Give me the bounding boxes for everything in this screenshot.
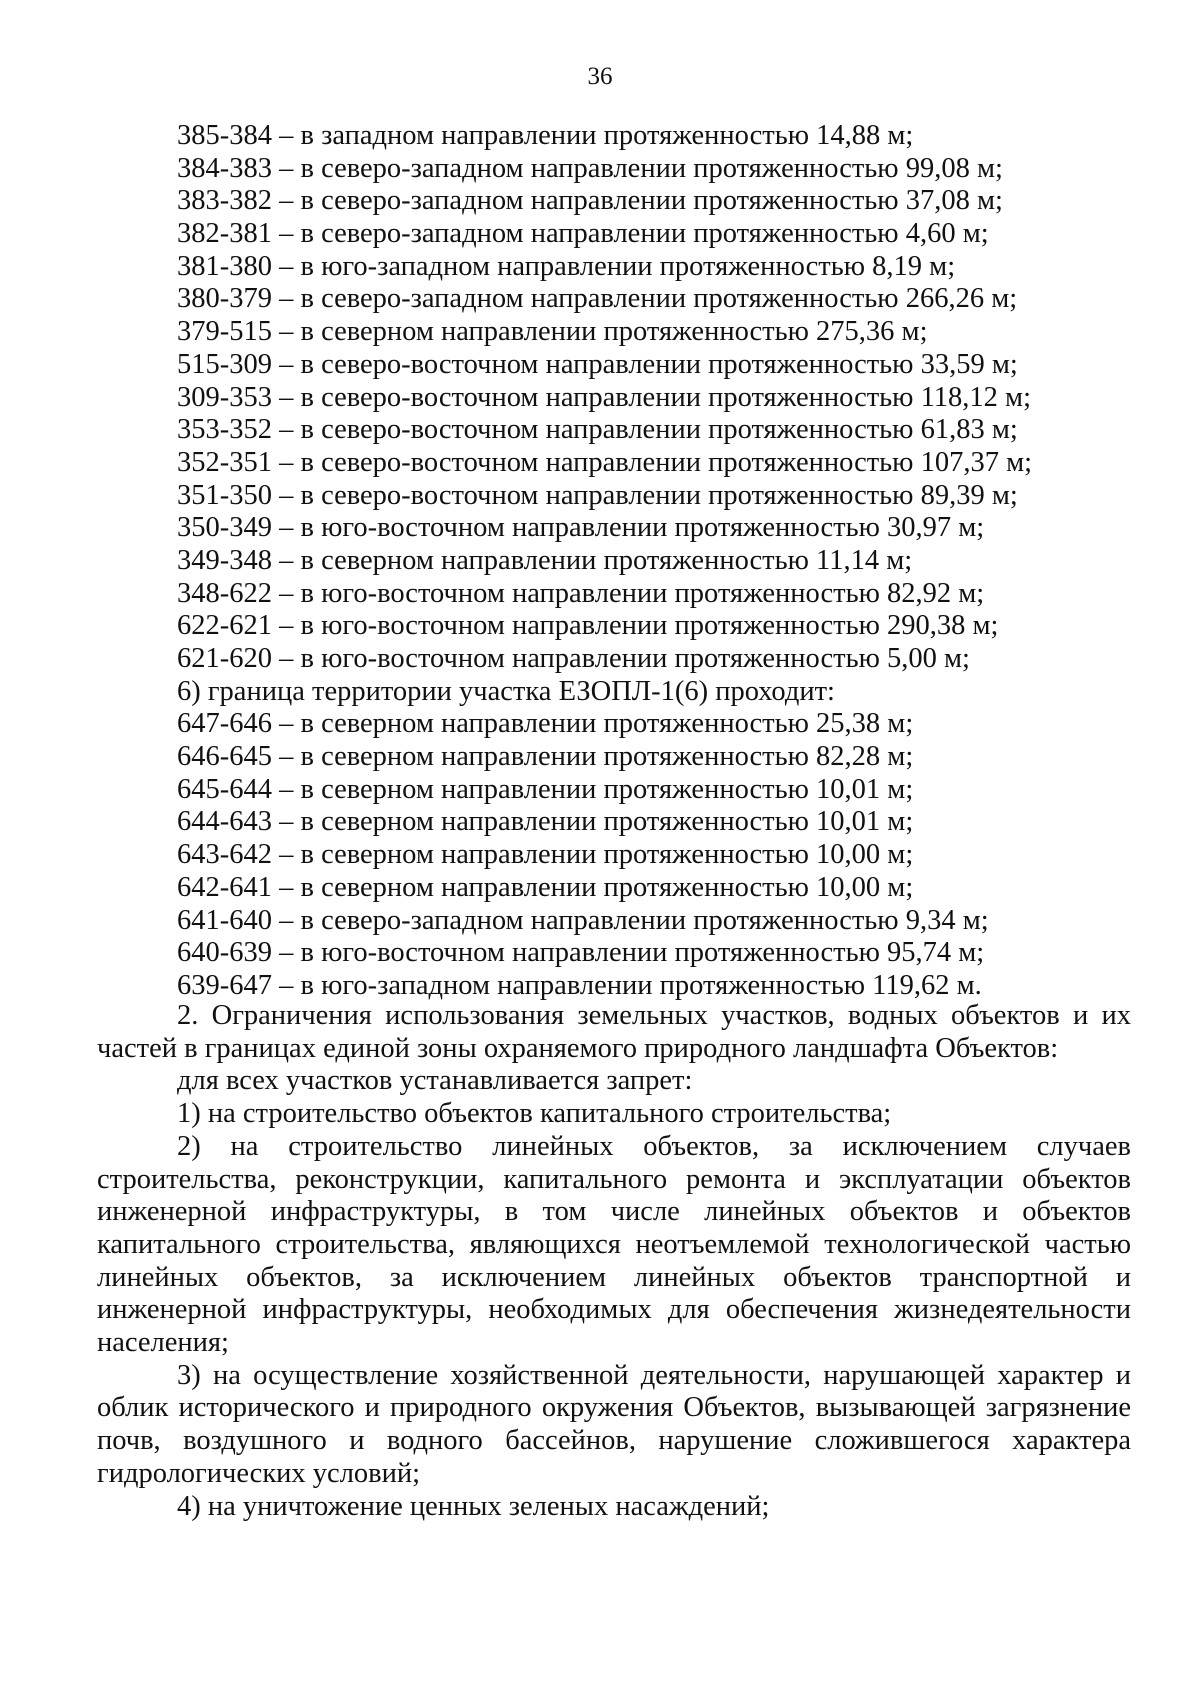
boundary-segment: 622-621 – в юго-восточном направлении протяженностью 290,38 м;: [177, 610, 999, 642]
boundary-segment: 379-515 – в северном направлении протяженностью 275,36 м;: [177, 316, 928, 348]
boundary-segment-list: [177, 120, 1137, 1003]
boundary-segment: 385-384 – в западном направлении протяженностью 14,88 м;: [177, 120, 914, 151]
section-2-paragraph: 2. Ограничения использования земельных участков, водных объектов и их частей в границах единой зоны охраняемого природного ландшафта Объектов:: [97, 1000, 1131, 1064]
boundary-segment: 350-349 – в юго-восточном направлении протяженностью 30,97 м;: [177, 512, 985, 544]
boundary-segment: 621-620 – в юго-восточном направлении протяженностью 5,00 м;: [177, 643, 970, 674]
boundary-segment: 640-639 – в юго-восточном направлении протяженностью 95,74 м;: [177, 937, 985, 969]
boundary-segment: 645-644 – в северном направлении протяженностью 10,01 м;: [177, 773, 914, 805]
restriction-item-3: 3) на осуществление хозяйственной деятельности, нарушающей характер и облик исторического и природного окружения Объектов, вызывающей загрязнение почв, воздушного и водного бассейнов, нарушение сложившегося характера гидрологических условий;: [97, 1359, 1131, 1489]
page-number: 36: [587, 63, 613, 90]
zone-boundary-heading: 6) граница территории участка ЕЗОПЛ-1(6) проходит:: [177, 675, 835, 707]
boundary-segment: 642-641 – в северном направлении протяженностью 10,00 м;: [177, 871, 914, 903]
restriction-intro: для всех участков устанавливается запрет:: [177, 1065, 693, 1097]
boundary-segment: 352-351 – в северо-восточном направлении протяженностью 107,37 м;: [177, 446, 1033, 478]
boundary-segment: 384-383 – в северо-западном направлении протяженностью 99,08 м;: [177, 152, 1003, 184]
boundary-segment: 647-646 – в северном направлении протяженностью 25,38 м;: [177, 708, 914, 740]
boundary-segment: 353-352 – в северо-восточном направлении протяженностью 61,83 м;: [177, 414, 1018, 446]
boundary-segment: 351-350 – в северо-восточном направлении протяженностью 89,39 м;: [177, 479, 1018, 511]
boundary-segment: 646-645 – в северном направлении протяженностью 82,28 м;: [177, 741, 914, 773]
restriction-item-4: 4) на уничтожение ценных зеленых насаждений;: [177, 1490, 770, 1522]
boundary-segment: 309-353 – в северо-восточном направлении протяженностью 118,12 м;: [177, 381, 1031, 413]
boundary-segment: 515-309 – в северо-восточном направлении протяженностью 33,59 м;: [177, 348, 1018, 380]
boundary-segment: 348-622 – в юго-восточном направлении протяженностью 82,92 м;: [177, 577, 985, 609]
restrictions-section: [97, 1000, 1131, 1523]
boundary-segment: 639-647 – в юго-западном направлении протяженностью 119,62 м.: [177, 969, 982, 1001]
boundary-segment: 349-348 – в северном направлении протяженностью 11,14 м;: [177, 544, 913, 576]
boundary-segment: 383-382 – в северо-западном направлении протяженностью 37,08 м;: [177, 185, 1003, 217]
restriction-item-2: 2) на строительство линейных объектов, за исключением случаев строительства, реконструкции, капитального ремонта и эксплуатации объектов инженерной инфраструктуры, в том числе линейных объектов и объектов капитального строительства, являющихся неотъемлемой технологической частью линейных объектов, за исключением линейных объектов транспортной и инженерной инфраструктуры, необходимых для обеспечения жизнедеятельности населения;: [97, 1130, 1131, 1359]
boundary-segment: 641-640 – в северо-западном направлении протяженностью 9,34 м;: [177, 904, 989, 936]
restriction-item-1: 1) на строительство объектов капитального строительства;: [177, 1098, 892, 1130]
boundary-segment: 380-379 – в северо-западном направлении протяженностью 266,26 м;: [177, 283, 1018, 315]
boundary-segment: 381-380 – в юго-западном направлении протяженностью 8,19 м;: [177, 250, 956, 282]
boundary-segment: 382-381 – в северо-западном направлении протяженностью 4,60 м;: [177, 218, 989, 250]
boundary-segment: 643-642 – в северном направлении протяженностью 10,00 м;: [177, 839, 914, 871]
boundary-segment: 644-643 – в северном направлении протяженностью 10,01 м;: [177, 806, 914, 838]
